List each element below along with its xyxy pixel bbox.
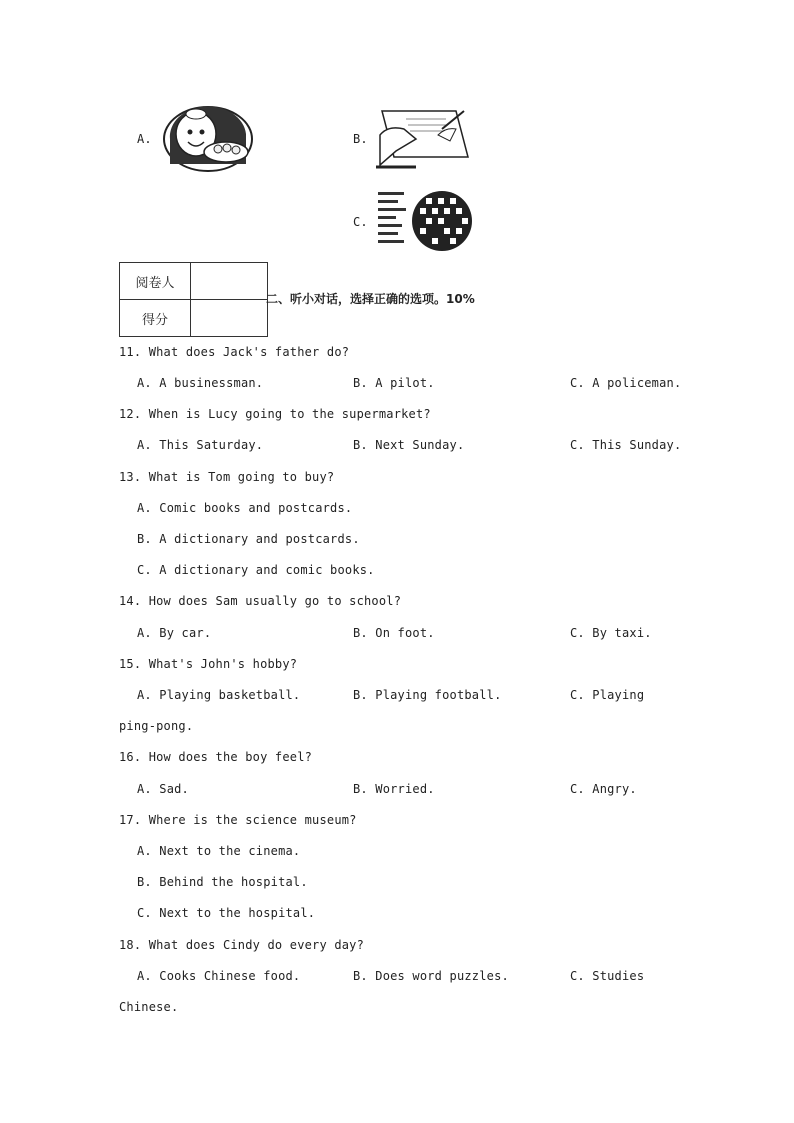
q18-option-c: C. Studies xyxy=(570,969,645,983)
question-17: 17. Where is the science museum? xyxy=(119,813,357,827)
q15-option-c: C. Playing xyxy=(570,688,645,702)
q18-option-b: B. Does word puzzles. xyxy=(353,969,509,983)
q16-option-b: B. Worried. xyxy=(353,782,435,796)
q13-option-c: C. A dictionary and comic books. xyxy=(137,563,375,577)
q12-option-a: A. This Saturday. xyxy=(137,438,264,452)
q18-option-a: A. Cooks Chinese food. xyxy=(137,969,301,983)
score-table xyxy=(119,262,268,337)
crossword-puzzle-icon xyxy=(376,188,474,254)
q11-option-a: A. A businessman. xyxy=(137,376,264,390)
q16-option-a: A. Sad. xyxy=(137,782,189,796)
question-18: 18. What does Cindy do every day? xyxy=(119,938,365,952)
score-label: 得分 xyxy=(120,300,191,337)
question-12: 12. When is Lucy going to the supermarket? xyxy=(119,407,431,421)
chef-face-with-dumplings-icon xyxy=(160,104,256,174)
question-14: 14. How does Sam usually go to school? xyxy=(119,594,402,608)
q18-option-c-continued: Chinese. xyxy=(119,1000,179,1014)
reviewer-blank[interactable] xyxy=(191,263,268,300)
q11-option-b: B. A pilot. xyxy=(353,376,435,390)
q17-option-c: C. Next to the hospital. xyxy=(137,906,316,920)
q16-option-c: C. Angry. xyxy=(570,782,637,796)
option-label-a: A. xyxy=(137,132,152,146)
q12-option-b: B. Next Sunday. xyxy=(353,438,465,452)
q13-option-a: A. Comic books and postcards. xyxy=(137,501,353,515)
question-15: 15. What's John's hobby? xyxy=(119,657,298,671)
q12-option-c: C. This Sunday. xyxy=(570,438,682,452)
section-title: 二、听小对话，选择正确的选项。10% xyxy=(266,292,475,306)
question-16: 16. How does the boy feel? xyxy=(119,750,313,764)
question-11: 11. What does Jack's father do? xyxy=(119,345,350,359)
option-label-b: B. xyxy=(353,132,368,146)
hand-writing-icon xyxy=(376,105,472,173)
q17-option-b: B. Behind the hospital. xyxy=(137,875,308,889)
q15-option-c-continued: ping-pong. xyxy=(119,719,194,733)
q14-option-c: C. By taxi. xyxy=(570,626,652,640)
q14-option-b: B. On foot. xyxy=(353,626,435,640)
question-13: 13. What is Tom going to buy? xyxy=(119,470,335,484)
score-blank[interactable] xyxy=(191,300,268,337)
q15-option-a: A. Playing basketball. xyxy=(137,688,301,702)
q14-option-a: A. By car. xyxy=(137,626,212,640)
reviewer-label: 阅卷人 xyxy=(120,263,191,300)
q17-option-a: A. Next to the cinema. xyxy=(137,844,301,858)
q11-option-c: C. A policeman. xyxy=(570,376,682,390)
q13-option-b: B. A dictionary and postcards. xyxy=(137,532,360,546)
option-label-c: C. xyxy=(353,215,368,229)
q15-option-b: B. Playing football. xyxy=(353,688,502,702)
